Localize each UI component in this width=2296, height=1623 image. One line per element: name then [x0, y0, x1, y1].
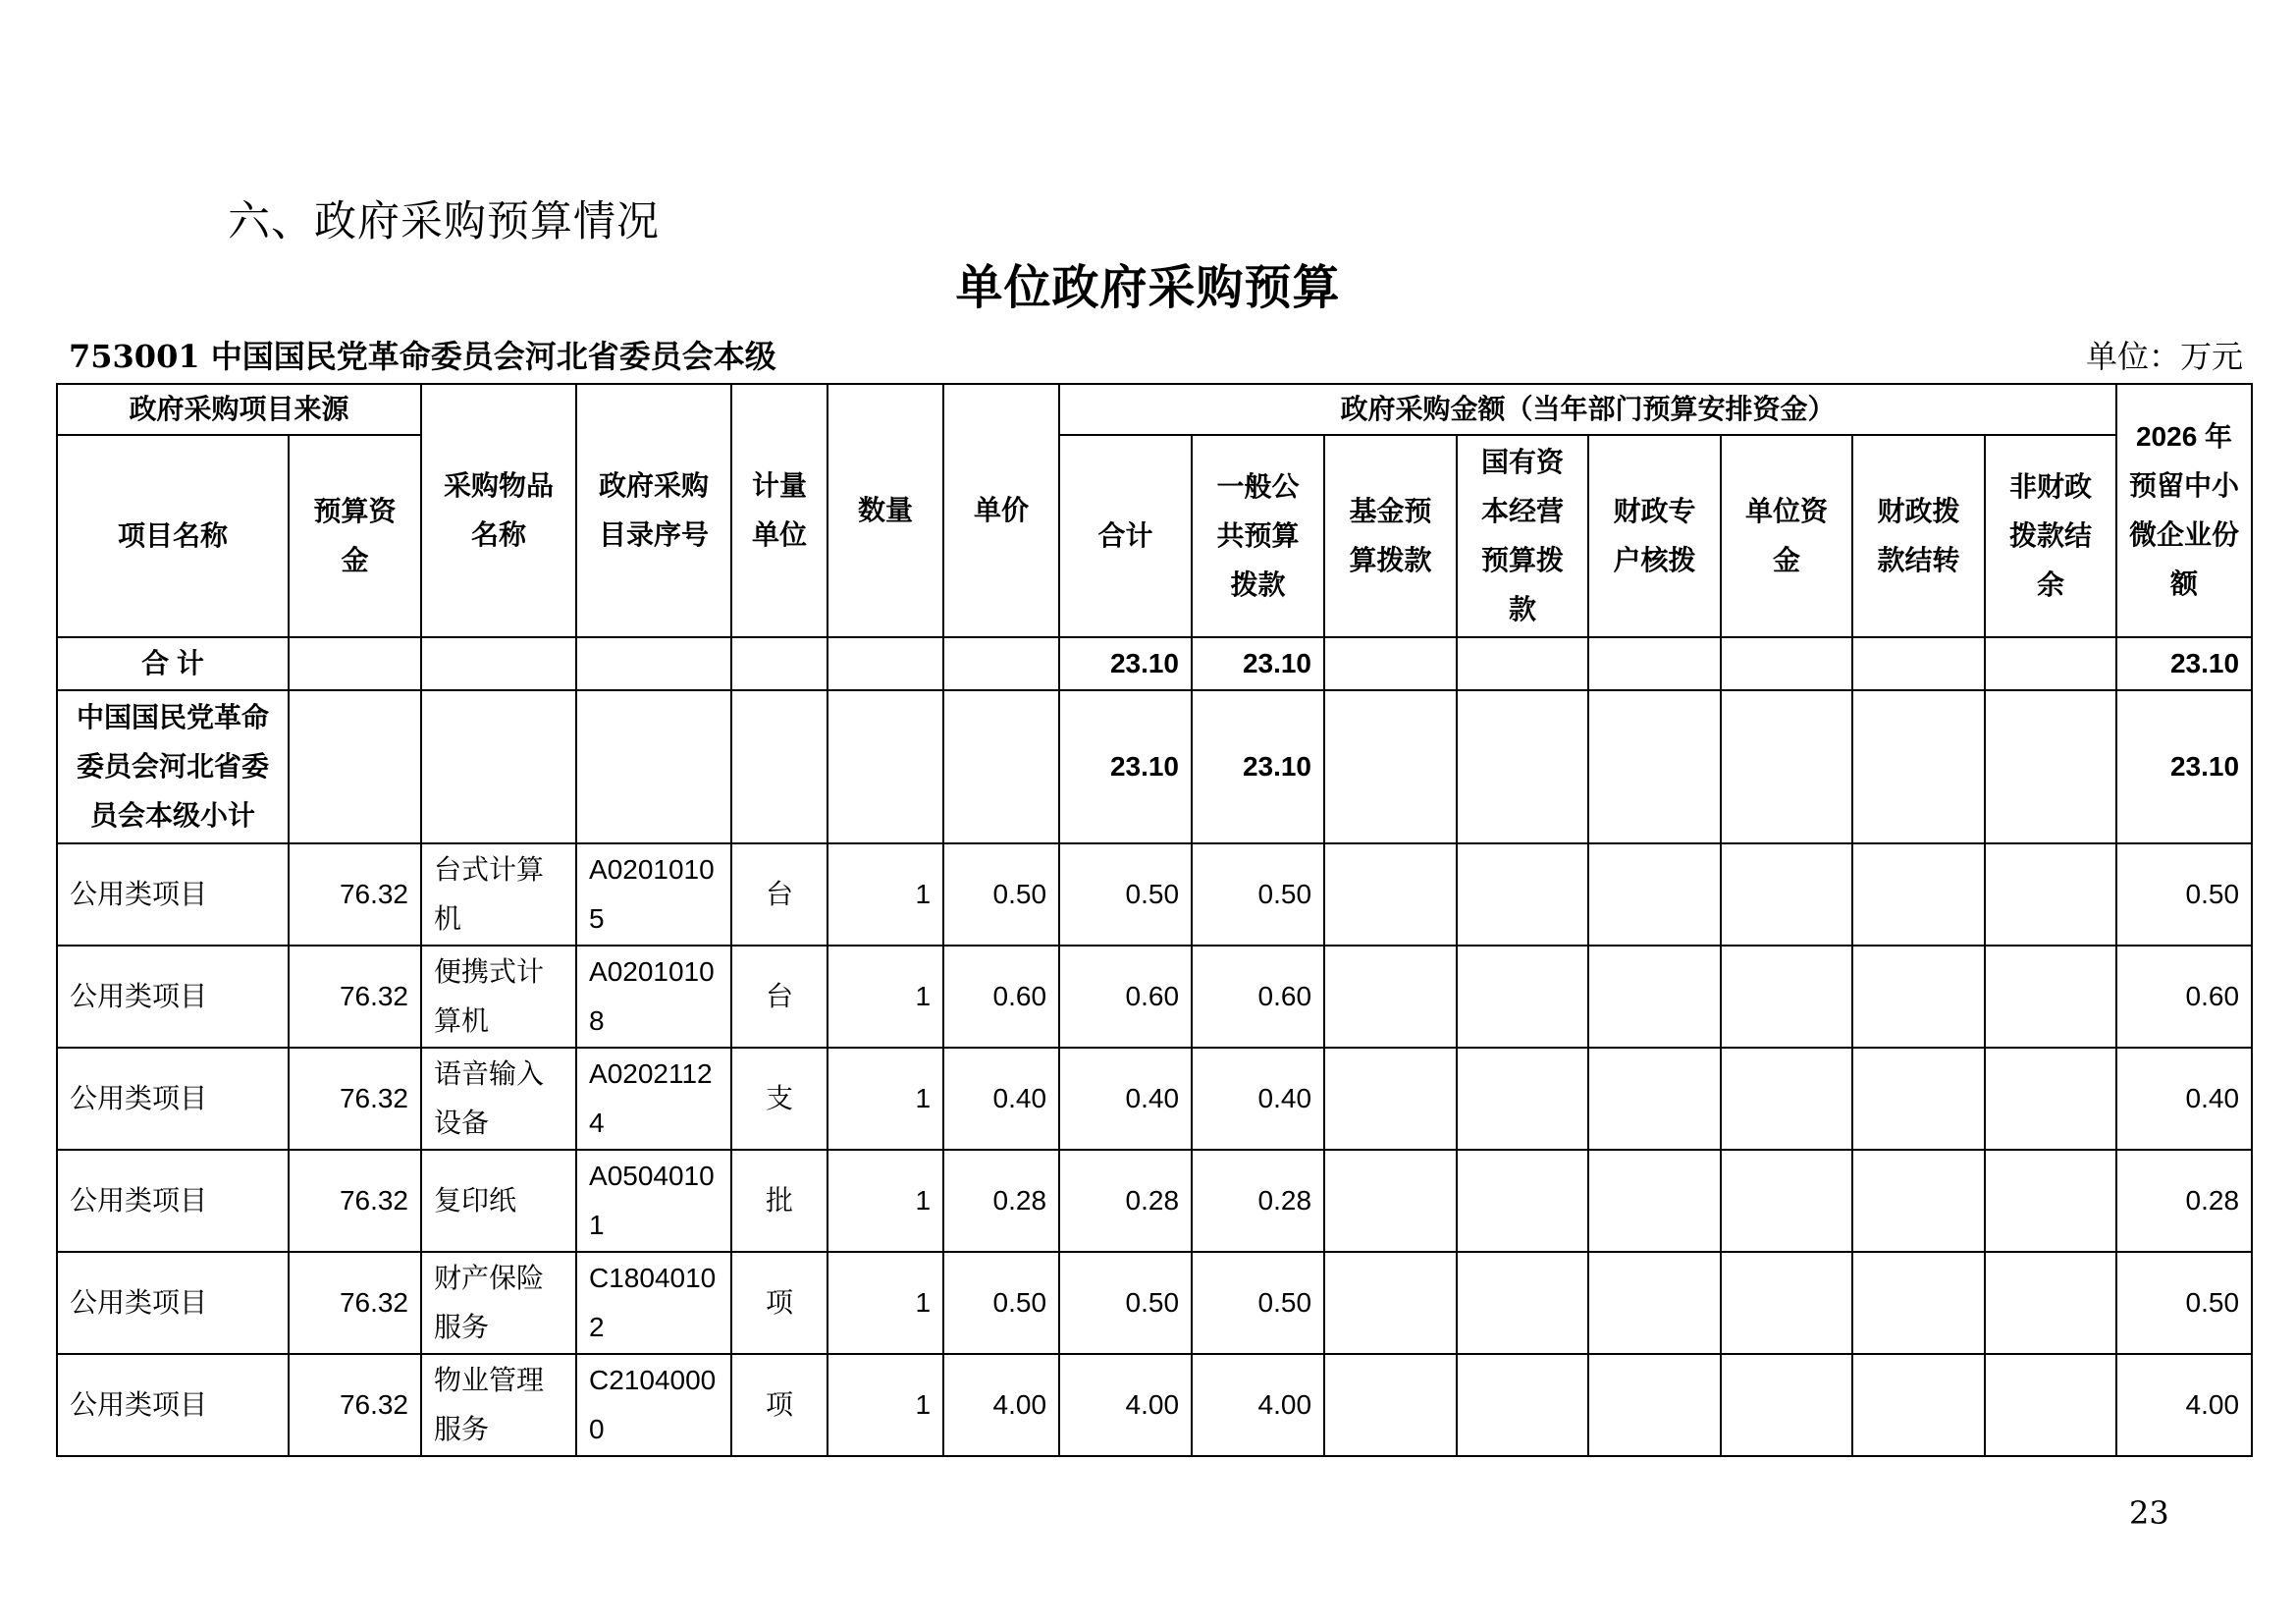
- total-cell: 0.40: [1059, 1048, 1192, 1150]
- header-catalog-no: 政府采购目录序号: [576, 384, 731, 637]
- unit-info-line: [69, 332, 2243, 375]
- budget-funds-cell: 76.32: [289, 843, 421, 946]
- header-project-name: 项目名称: [57, 435, 289, 637]
- catalog-no-cell: C21040000: [576, 1354, 731, 1456]
- catalog-no-cell: A02021124: [576, 1048, 731, 1150]
- project-name-cell: 公用类项目: [57, 1150, 289, 1252]
- unit-price-cell: 0.60: [943, 946, 1059, 1048]
- item-name-cell: 便携式计算机: [421, 946, 576, 1048]
- quantity-cell: 1: [828, 1048, 943, 1150]
- section-heading: 六、政府采购预算情况: [228, 197, 660, 246]
- budget-funds-cell: 76.32: [289, 1150, 421, 1252]
- header-unit-price: 单价: [943, 384, 1059, 637]
- total-row: [57, 637, 2252, 690]
- reserved-cell: 0.28: [2116, 1150, 2252, 1252]
- unit-cell: 支: [731, 1048, 828, 1150]
- subtotal-label: 中国国民党革命委员会河北省委员会本级小计: [57, 690, 289, 843]
- catalog-no-cell: A02010105: [576, 843, 731, 946]
- catalog-no-cell: C18040102: [576, 1252, 731, 1354]
- total-label: 合 计: [57, 637, 289, 690]
- header-fiscal-account: 财政专户核拨: [1588, 435, 1721, 637]
- header-total: 合计: [1059, 435, 1192, 637]
- unit-cell: 台: [731, 946, 828, 1048]
- quantity-cell: 1: [828, 1354, 943, 1456]
- unit-code-name: 753001 中国国民党革命委员会河北省委员会本级: [69, 338, 776, 375]
- total-cell: 0.50: [1059, 843, 1192, 946]
- item-name-cell: 台式计算机: [421, 843, 576, 946]
- project-name-cell: 公用类项目: [57, 1354, 289, 1456]
- header-fiscal-carryover: 财政拨款结转: [1852, 435, 1985, 637]
- total-cell: 0.60: [1059, 946, 1192, 1048]
- total-cell: 4.00: [1059, 1354, 1192, 1456]
- budget-funds-cell: 76.32: [289, 1048, 421, 1150]
- general-public-cell: 0.40: [1192, 1048, 1324, 1150]
- total-cell: 0.28: [1059, 1150, 1192, 1252]
- reserved-cell: 0.50: [2116, 843, 2252, 946]
- general-public-cell: 0.28: [1192, 1150, 1324, 1252]
- table-row: [57, 1354, 2252, 1456]
- header-amount-group: 政府采购金额（当年部门预算安排资金）: [1059, 384, 2116, 435]
- table-row: [57, 1048, 2252, 1150]
- quantity-cell: 1: [828, 1252, 943, 1354]
- total-general-public: 23.10: [1192, 637, 1324, 690]
- header-quantity: 数量: [828, 384, 943, 637]
- unit-price-cell: 0.40: [943, 1048, 1059, 1150]
- reserved-cell: 0.40: [2116, 1048, 2252, 1150]
- subtotal-general-public: 23.10: [1192, 690, 1324, 843]
- unit-cell: 项: [731, 1354, 828, 1456]
- quantity-cell: 1: [828, 946, 943, 1048]
- total-cell: 0.50: [1059, 1252, 1192, 1354]
- header-source-group: 政府采购项目来源: [57, 384, 421, 435]
- header-non-fiscal-carryover: 非财政拨款结余: [1985, 435, 2116, 637]
- unit-price-cell: 4.00: [943, 1354, 1059, 1456]
- procurement-budget-table: [56, 383, 2253, 1457]
- header-item-name: 采购物品名称: [421, 384, 576, 637]
- table-row: [57, 946, 2252, 1048]
- item-name-cell: 财产保险服务: [421, 1252, 576, 1354]
- catalog-no-cell: A02010108: [576, 946, 731, 1048]
- page-number: 23: [2129, 1494, 2169, 1532]
- item-name-cell: 复印纸: [421, 1150, 576, 1252]
- project-name-cell: 公用类项目: [57, 946, 289, 1048]
- reserved-cell: 0.50: [2116, 1252, 2252, 1354]
- quantity-cell: 1: [828, 1150, 943, 1252]
- budget-funds-cell: 76.32: [289, 1354, 421, 1456]
- header-fund-budget: 基金预算拨款: [1324, 435, 1457, 637]
- general-public-cell: 0.50: [1192, 843, 1324, 946]
- quantity-cell: 1: [828, 843, 943, 946]
- project-name-cell: 公用类项目: [57, 1252, 289, 1354]
- header-unit-funds: 单位资金: [1721, 435, 1852, 637]
- general-public-cell: 0.60: [1192, 946, 1324, 1048]
- catalog-no-cell: A05040101: [576, 1150, 731, 1252]
- unit-cell: 项: [731, 1252, 828, 1354]
- header-unit: 计量单位: [731, 384, 828, 637]
- unit-price-cell: 0.50: [943, 843, 1059, 946]
- unit-cell: 批: [731, 1150, 828, 1252]
- budget-funds-cell: 76.32: [289, 1252, 421, 1354]
- header-budget-funds: 预算资金: [289, 435, 421, 637]
- general-public-cell: 4.00: [1192, 1354, 1324, 1456]
- header-general-public: 一般公共预算拨款: [1192, 435, 1324, 637]
- item-name-cell: 物业管理服务: [421, 1354, 576, 1456]
- project-name-cell: 公用类项目: [57, 1048, 289, 1150]
- unit-price-cell: 0.50: [943, 1252, 1059, 1354]
- reserved-cell: 0.60: [2116, 946, 2252, 1048]
- table-row: [57, 1252, 2252, 1354]
- unit-cell: 台: [731, 843, 828, 946]
- total-reserved: 23.10: [2116, 637, 2252, 690]
- general-public-cell: 0.50: [1192, 1252, 1324, 1354]
- header-state-capital: 国有资本经营预算拨款: [1457, 435, 1588, 637]
- subtotal-row: [57, 690, 2252, 843]
- unit-price-cell: 0.28: [943, 1150, 1059, 1252]
- total-amount: 23.10: [1059, 637, 1192, 690]
- header-reserved-sme: 2026 年预留中小微企业份额: [2116, 384, 2252, 637]
- page-title: 单位政府采购预算: [955, 260, 1341, 315]
- subtotal-amount: 23.10: [1059, 690, 1192, 843]
- reserved-cell: 4.00: [2116, 1354, 2252, 1456]
- table-row: [57, 1150, 2252, 1252]
- item-name-cell: 语音输入设备: [421, 1048, 576, 1150]
- currency-unit-label: 单位：万元: [2085, 338, 2243, 375]
- budget-funds-cell: 76.32: [289, 946, 421, 1048]
- table-row: [57, 843, 2252, 946]
- subtotal-reserved: 23.10: [2116, 690, 2252, 843]
- project-name-cell: 公用类项目: [57, 843, 289, 946]
